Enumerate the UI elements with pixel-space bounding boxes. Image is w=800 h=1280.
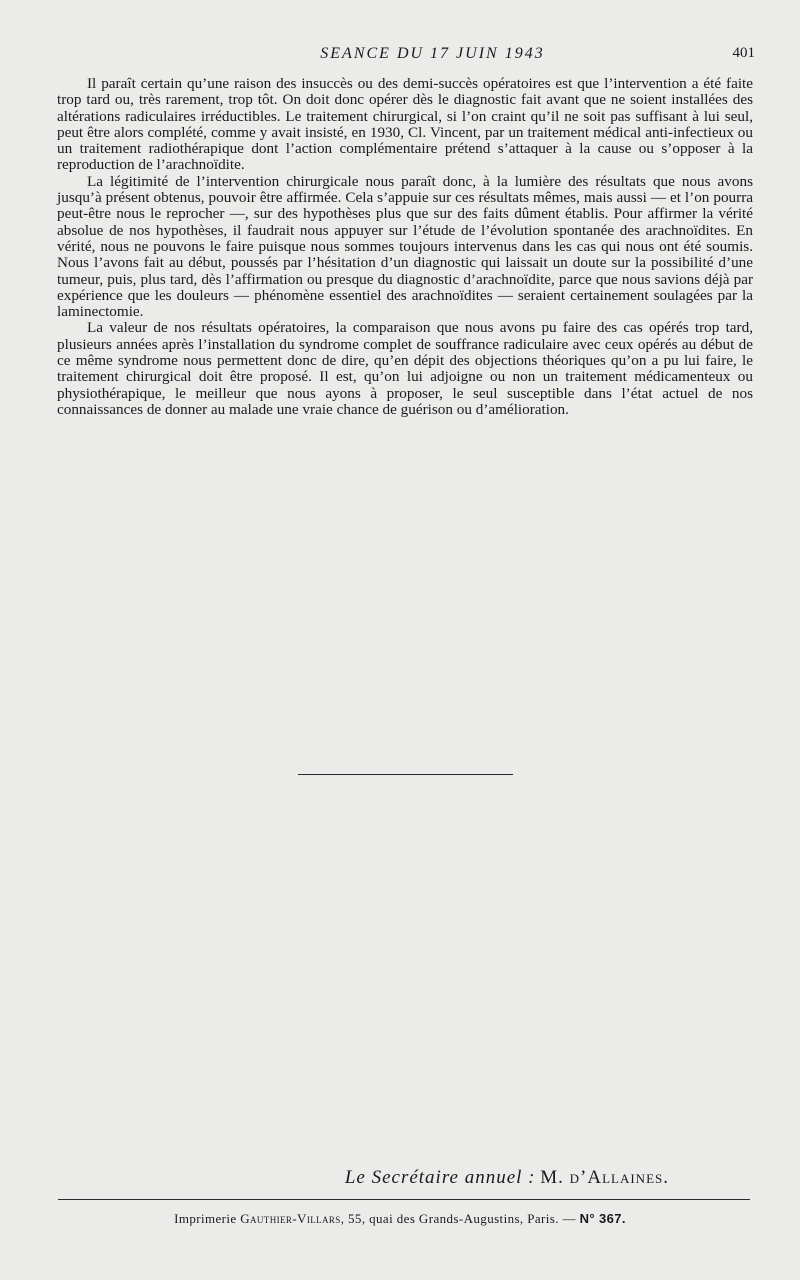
printer-name: Gauthier-Villars [240, 1211, 341, 1226]
footer-rule [58, 1199, 750, 1200]
signature-name: M. d’Allaines. [540, 1167, 669, 1188]
running-title: SEANCE DU 17 JUIN 1943 [320, 45, 545, 62]
paragraph-2: La légitimité de l’intervention chirurgicale nous paraît donc, à la lumière des résultats que nous avons jusqu’à présent obtenus, pouvoir être affirmée. Cela s’appuie sur ces résultats mêmes, mais aussi — et l’on pourra peut-être nous le reprocher —, sur des hypothèses plus que sur des faits dûment établis. Pour affirmer la vérité absolue de nos hypothèses, il faudrait nous appuyer sur l’étude de l’évolution spontanée des arachnoïdites. En vérité, nous ne pouvons le faire puisque nous sommes toujours intervenus dans les cas qui nous ont été soumis. Nous l’avons fait au début, poussés par l’hésitation d’un diagnostic qui laissait un doute sur la possibilité d’une tumeur, puis, plus tard, dès l’affirmation ou presque du diagnostic d’arachnoïdite, parce que nous savions déjà par expérience que les douleurs — phénomène essentiel des arachnoïdites — seraient certainement soulagées par la laminectomie. [57, 172, 753, 321]
paragraph-1: Il paraît certain qu’une raison des insuccès ou des demi-succès opératoires est que l’intervention a été faite trop tard ou, très rarement, trop tôt. On doit donc opérer dès le diagnostic fait avant que ne soient installées des altérations radiculaires irréductibles. Le traitement chirurgical, si l’on craint qu’il ne soit pas suffisant à lui seul, peut être alors complété, comme y avait insisté, en 1930, Cl. Vincent, par un traitement médical anti-infectieux ou un traitement radiothérapique dont l’action complémentaire prétend s’attaquer à la cause ou s’opposer à la reproduction de l’arachnoïdite. [57, 75, 753, 174]
signature [345, 1167, 669, 1189]
paragraph-3: La valeur de nos résultats opératoires, la comparaison que nous avons pu faire des cas opérés trop tard, plusieurs années après l’installation du syndrome complet de souffrance radiculaire avec ceux opérés au début de ce même syndrome nous permettent donc de dire, qu’en dépit des objections théoriques qu’on a pu lui faire, le traitement chirurgical doit être proposé. Il est, qu’on lui adjoigne ou non un traitement médicamenteux ou physiothérapique, le meilleur que nous ayons à proposer, le seul susceptible dans l’état actuel de nos connaissances de donner au malade une vraie chance de guérison ou d’amélioration. [57, 319, 753, 418]
running-head [110, 45, 755, 67]
imprint-number: N° 367. [579, 1211, 626, 1226]
imprint-prefix: Imprimerie [174, 1211, 241, 1226]
signature-role: Le Secrétaire annuel : [344, 1167, 536, 1188]
section-separator [298, 774, 513, 775]
imprint-address: , 55, quai des Grands-Augustins, Paris. — [340, 1211, 580, 1226]
printer-imprint [0, 1211, 800, 1227]
body-text [57, 76, 753, 418]
page-number: 401 [732, 45, 755, 61]
